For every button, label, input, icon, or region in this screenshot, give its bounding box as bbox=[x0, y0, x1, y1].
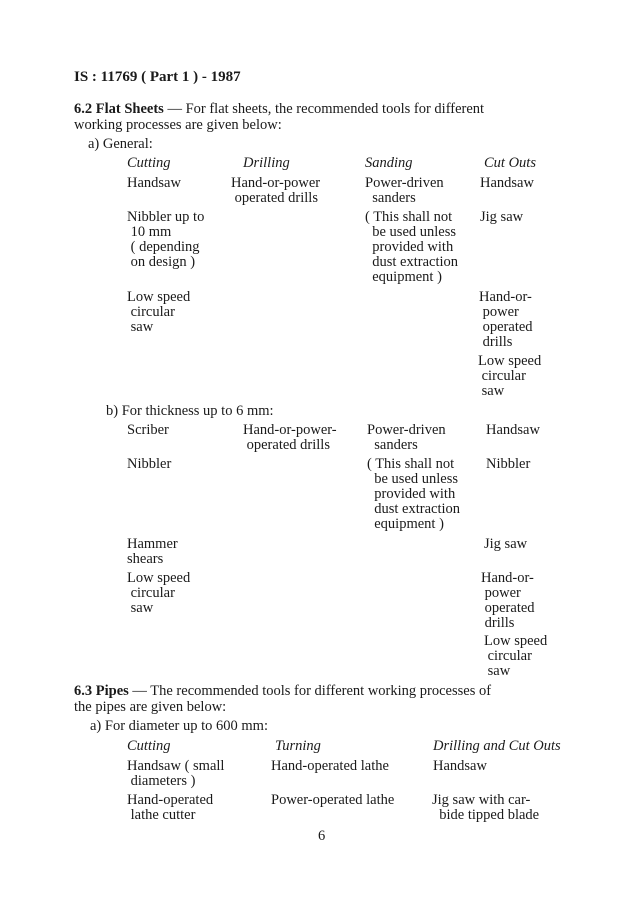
pipes-r2-cutting: Hand-operated lathe cutter bbox=[127, 792, 214, 823]
col-header-sanding: Sanding bbox=[365, 155, 413, 171]
pipes-r2-turning: Power-operated lathe bbox=[271, 792, 395, 808]
b-r3-cut-outs: Jig saw bbox=[484, 536, 528, 552]
pipes-r2-drilling-cut-outs: Jig saw with car- bide tipped blade bbox=[432, 792, 540, 823]
b-r4-cutting: Low speed circular saw bbox=[127, 570, 191, 616]
page-number: 6 bbox=[318, 828, 326, 844]
b-r3-cutting: Hammer shears bbox=[127, 536, 178, 567]
section-6-2-intro-line1: — For flat sheets, the recommended tools for different bbox=[163, 101, 485, 117]
a-r1-cut-outs: Handsaw bbox=[480, 175, 534, 191]
b-r2-sanding: ( This shall not be used unless provided with dust extraction equipment ) bbox=[367, 456, 461, 532]
a-r1-sanding: Power-driven sanders bbox=[365, 175, 444, 206]
pipes-r1-cutting: Handsaw ( small diameters ) bbox=[127, 758, 225, 789]
standard-header: IS : 11769 ( Part 1 ) - 1987 bbox=[74, 69, 241, 85]
a-r3-cut-outs: Hand-or- power operated drills bbox=[479, 289, 533, 350]
col-header-drilling: Drilling bbox=[243, 155, 290, 171]
b-r1-cut-outs: Handsaw bbox=[486, 422, 540, 438]
a-r2-sanding: ( This shall not be used unless provided with dust extraction equipment ) bbox=[365, 209, 459, 285]
section-6-2-intro-line2: working processes are given below: bbox=[74, 117, 282, 133]
section-6-2-intro bbox=[74, 102, 484, 117]
pipes-col-header-drilling-cut-outs: Drilling and Cut Outs bbox=[433, 738, 561, 754]
pipes-r1-turning: Hand-operated lathe bbox=[271, 758, 389, 774]
a-r1-drilling: Hand-or-power operated drills bbox=[231, 175, 321, 206]
b-r1-drilling: Hand-or-power- operated drills bbox=[243, 422, 337, 453]
b-r1-cutting: Scriber bbox=[127, 422, 169, 438]
pipes-col-header-turning: Turning bbox=[275, 738, 321, 754]
b-r5-cut-outs: Low speed circular saw bbox=[484, 633, 548, 679]
col-header-cutting: Cutting bbox=[127, 155, 171, 171]
b-r2-cut-outs: Nibbler bbox=[486, 456, 531, 472]
col-header-cut-outs: Cut Outs bbox=[484, 155, 536, 171]
a-r4-cut-outs: Low speed circular saw bbox=[478, 353, 542, 399]
b-r2-cutting: Nibbler bbox=[127, 456, 172, 472]
b-r1-sanding: Power-driven sanders bbox=[367, 422, 446, 453]
b-r4-cut-outs: Hand-or- power operated drills bbox=[481, 570, 535, 631]
pipes-col-header-cutting: Cutting bbox=[127, 738, 171, 754]
a-r2-cut-outs: Jig saw bbox=[480, 209, 524, 225]
subsection-b-label: b) For thickness up to 6 mm: bbox=[106, 403, 274, 419]
subsection-6-3-a-label: a) For diameter up to 600 mm: bbox=[90, 718, 268, 734]
section-6-3-intro-line1: — The recommended tools for different working processes of bbox=[128, 683, 492, 699]
a-r1-cutting: Handsaw bbox=[127, 175, 181, 191]
pipes-r1-drilling-cut-outs: Handsaw bbox=[433, 758, 487, 774]
section-6-3-heading: 6.3 Pipes bbox=[74, 683, 129, 699]
section-6-3-intro bbox=[74, 684, 491, 699]
a-r2-cutting: Nibbler up to 10 mm ( depending on design ) bbox=[127, 209, 205, 270]
section-6-2-heading: 6.2 Flat Sheets bbox=[74, 101, 164, 117]
section-6-3-intro-line2: the pipes are given below: bbox=[74, 699, 227, 715]
a-r3-cutting: Low speed circular saw bbox=[127, 289, 191, 335]
subsection-a-label: a) General: bbox=[88, 136, 153, 152]
